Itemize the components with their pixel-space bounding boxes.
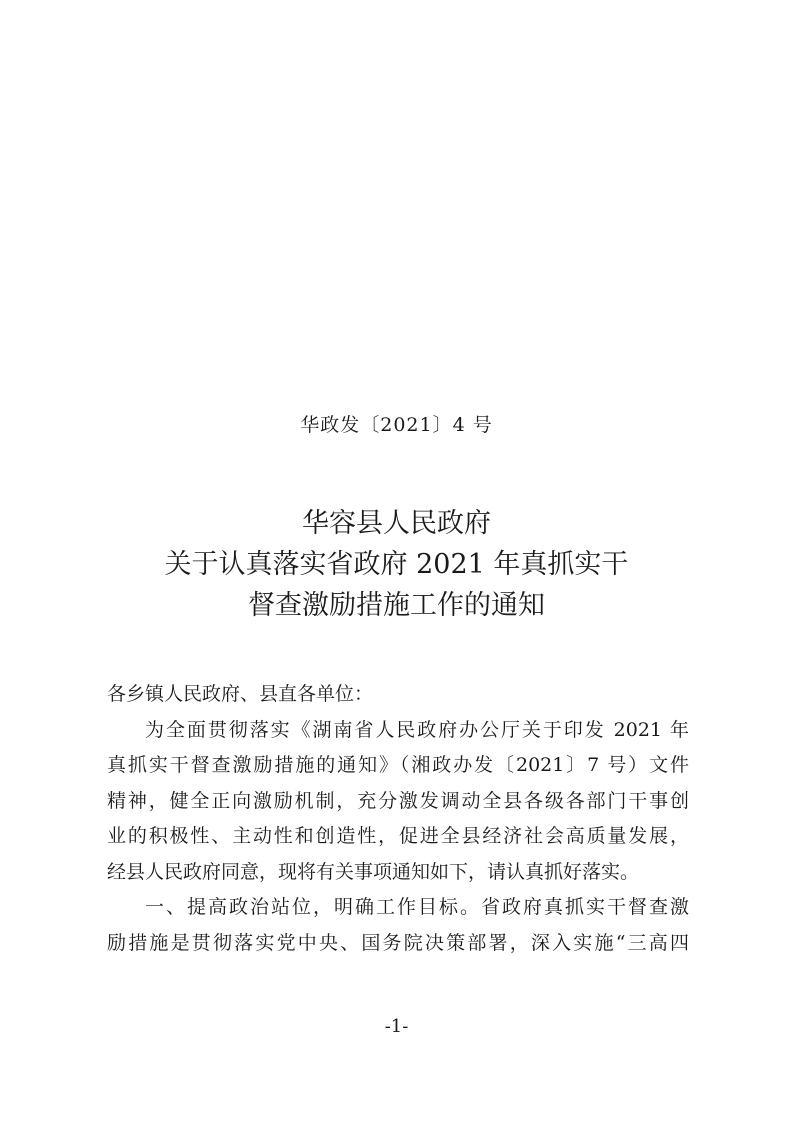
body-paragraph xyxy=(107,890,689,961)
document-number: 华政发〔2021〕4 号 xyxy=(300,414,493,436)
title-line: 督查激励措施工作的通知 xyxy=(248,590,545,621)
paragraph-line: 励措施是贯彻落实党中央、国务院决策部署，深入实施“三高四 xyxy=(107,931,689,954)
paragraph-line: 真抓实干督查激励措施的通知》（湘政办发〔2021〕7 号）文件 xyxy=(107,754,689,776)
paragraph-line: 经县人民政府同意，现将有关事项通知如下，请认真抓好落实。 xyxy=(107,860,640,883)
title-line: 华容县人民政府 xyxy=(302,508,491,539)
title-line: 关于认真落实省政府 2021 年真抓实干 xyxy=(164,549,629,580)
paragraph-line: 一、提高政治站位，明确工作目标。省政府真抓实干督查激 xyxy=(145,896,689,918)
paragraph-line: 业的积极性、主动性和创造性，促进全县经济社会高质量发展， xyxy=(107,825,689,847)
document-body xyxy=(107,677,689,961)
document-title xyxy=(0,503,793,626)
page-number: -1- xyxy=(384,1016,409,1037)
body-paragraph xyxy=(107,713,689,891)
salutation: 各乡镇人民政府、县直各单位： xyxy=(107,683,374,705)
paragraph-line: 精神，健全正向激励机制，充分激发调动全县各级各部门干事创 xyxy=(107,789,689,812)
paragraph-line: 为全面贯彻落实《湖南省人民政府办公厅关于印发 2021 年 xyxy=(145,718,689,741)
